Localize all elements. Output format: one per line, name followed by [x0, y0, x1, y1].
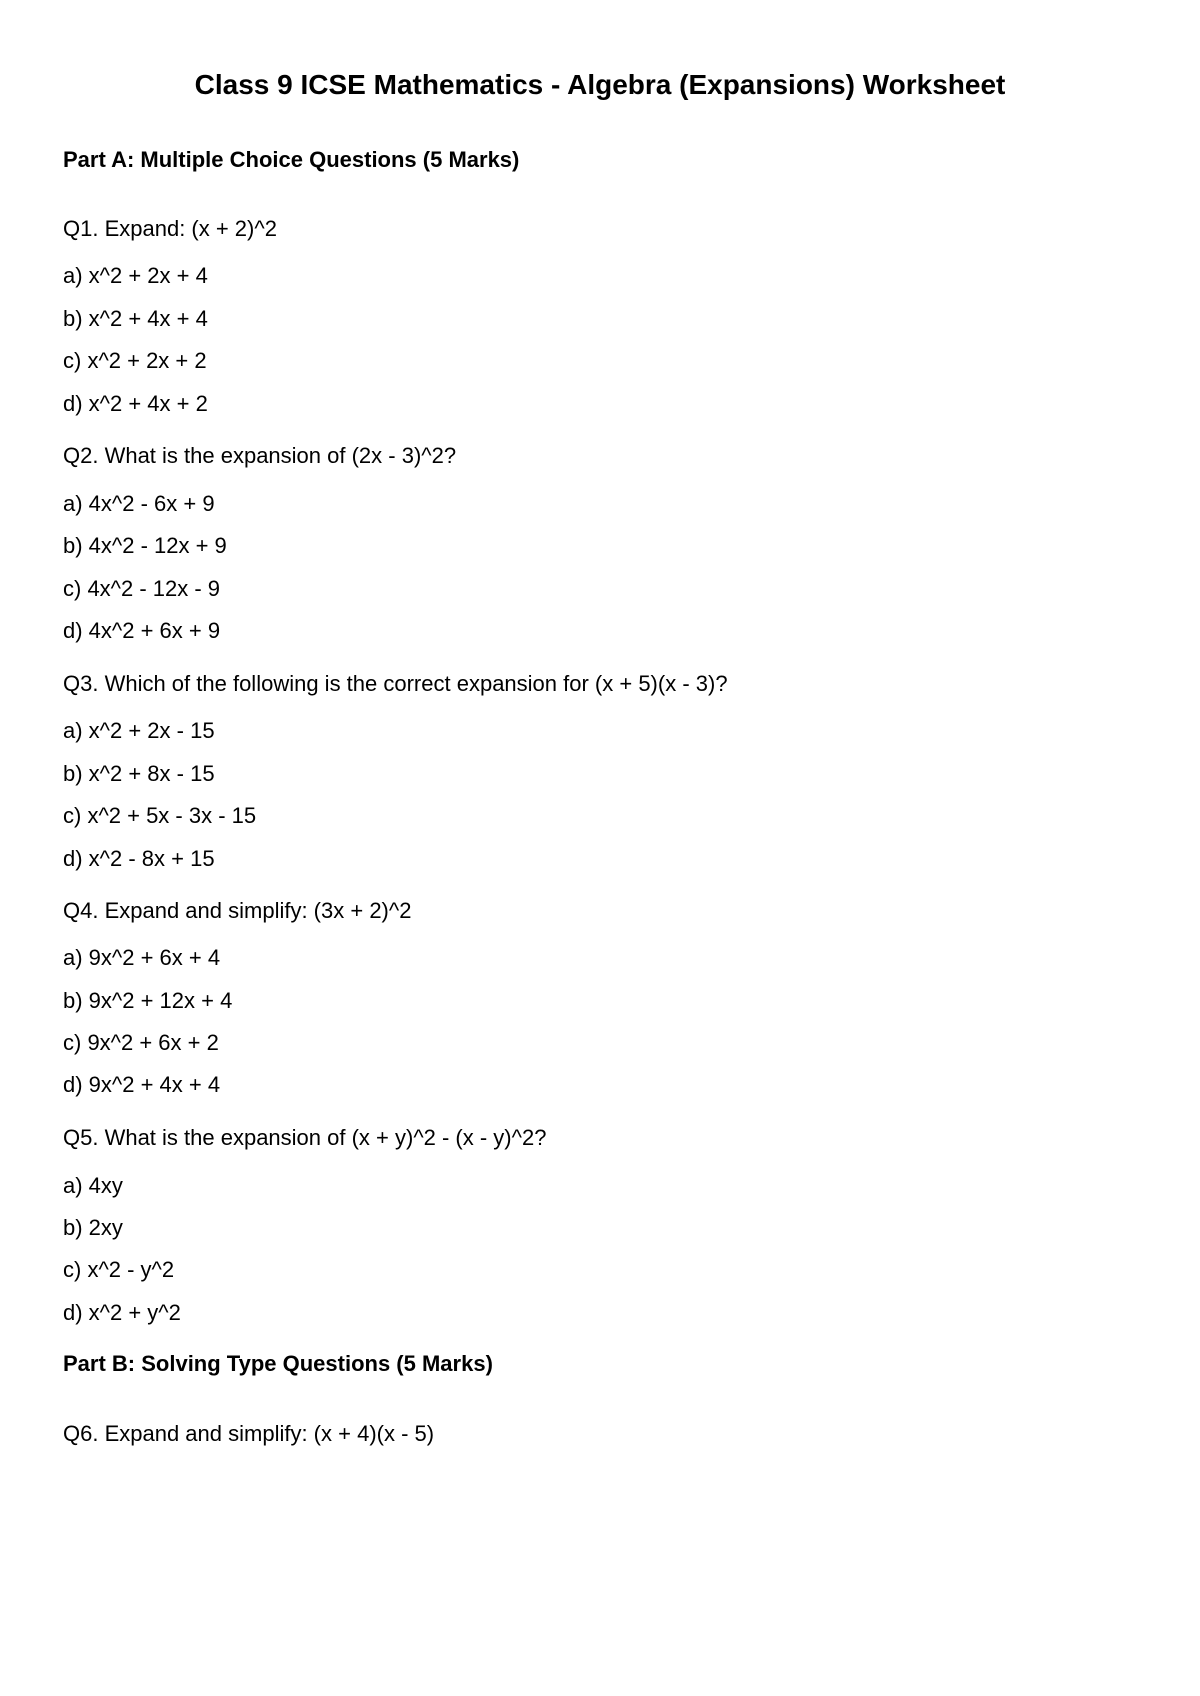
question-3: Q3. Which of the following is the correct expansion for (x + 5)(x - 3)? [63, 671, 728, 696]
question-6: Q6. Expand and simplify: (x + 4)(x - 5) [63, 1421, 435, 1446]
question-2-option-d: d) 4x^2 + 6x + 9 [63, 618, 221, 643]
question-5: Q5. What is the expansion of (x + y)^2 - (x - y)^2? [63, 1125, 547, 1150]
question-5-option-c: c) x^2 - y^2 [63, 1257, 175, 1282]
question-1-option-d: d) x^2 + 4x + 2 [63, 391, 208, 416]
question-5-option-a: a) 4xy [63, 1173, 123, 1198]
question-2-option-b: b) 4x^2 - 12x + 9 [63, 533, 227, 558]
question-3-option-b: b) x^2 + 8x - 15 [63, 761, 215, 786]
question-4-option-c: c) 9x^2 + 6x + 2 [63, 1030, 219, 1055]
question-1-option-a: a) x^2 + 2x + 4 [63, 263, 208, 288]
question-1-option-c: c) x^2 + 2x + 2 [63, 348, 207, 373]
question-4-option-b: b) 9x^2 + 12x + 4 [63, 988, 233, 1013]
question-2: Q2. What is the expansion of (2x - 3)^2? [63, 443, 457, 468]
page-title: Class 9 ICSE Mathematics - Algebra (Expansions) Worksheet [194, 69, 1006, 100]
question-3-option-c: c) x^2 + 5x - 3x - 15 [63, 803, 257, 828]
question-1: Q1. Expand: (x + 2)^2 [63, 216, 277, 241]
question-4-option-d: d) 9x^2 + 4x + 4 [63, 1072, 221, 1097]
question-3-option-d: d) x^2 - 8x + 15 [63, 846, 215, 871]
question-4: Q4. Expand and simplify: (3x + 2)^2 [63, 898, 412, 923]
question-5-option-b: b) 2xy [63, 1215, 123, 1240]
question-3-option-a: a) x^2 + 2x - 15 [63, 718, 215, 743]
question-1-option-b: b) x^2 + 4x + 4 [63, 306, 208, 331]
part-a-heading: Part A: Multiple Choice Questions (5 Marks) [63, 147, 520, 172]
part-b-heading: Part B: Solving Type Questions (5 Marks) [63, 1351, 493, 1376]
question-5-option-d: d) x^2 + y^2 [63, 1300, 181, 1325]
question-4-option-a: a) 9x^2 + 6x + 4 [63, 945, 221, 970]
question-2-option-a: a) 4x^2 - 6x + 9 [63, 491, 215, 516]
question-2-option-c: c) 4x^2 - 12x - 9 [63, 576, 221, 601]
